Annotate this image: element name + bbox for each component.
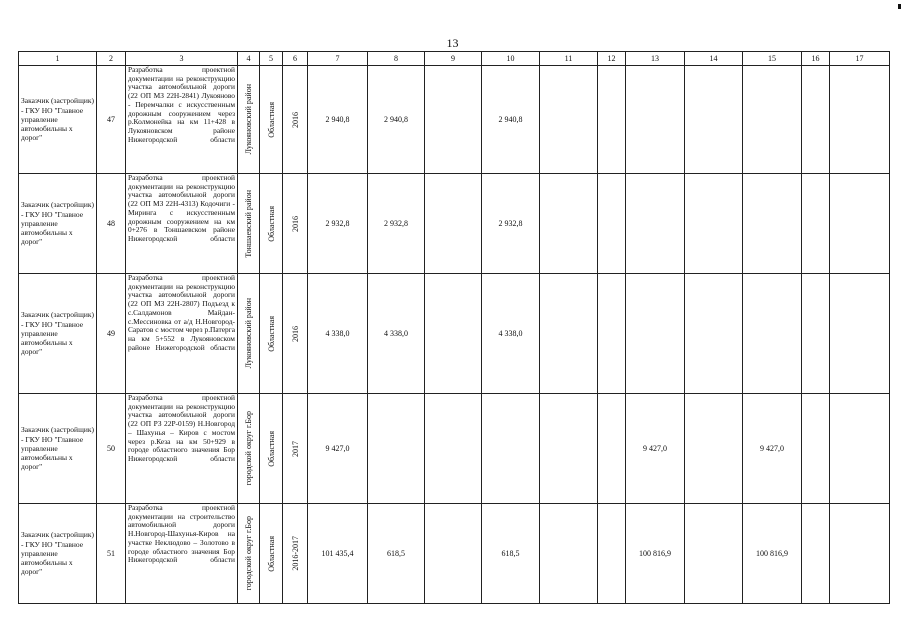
description-cell: Разработка проектной документации на строительство автомобильной дороги Н.Новгород-Шахунья-Киров на участке Неклюдово – Золотово в городе областного значения Бор Нижегородской области	[126, 504, 238, 604]
description-cell: Разработка проектной документации на реконструкцию участка автомобильной дороги (22 ОП МЗ 22Н-2841) Лукояново - Перемчалки с искусственным дорожным сооружением через р.Колмонейка на км 11+428 в Лукояновском районе Нижегородской области	[126, 66, 238, 174]
budget-cell	[260, 66, 283, 174]
column-header: 1	[19, 52, 97, 66]
budget-label: Областная	[266, 101, 276, 138]
column-header: 14	[685, 52, 743, 66]
value-cell	[743, 66, 802, 174]
value-cell	[685, 394, 743, 504]
description-cell: Разработка проектной документации на реконструкцию участка автомобильной дороги (22 ОП МЗ 22Н-2807) Подъезд к с.Салдамонов Майдан-с.Мессиновка от а/д Н.Новгород-Саратов с мостом через р.Патерга на км 5+552 в Лукояновском районе Нижегородской области	[126, 274, 238, 394]
column-header: 7	[308, 52, 368, 66]
budget-label: Областная	[266, 205, 276, 242]
years-label: 2016-2017	[290, 536, 300, 571]
value-cell: 2 940,8	[308, 66, 368, 174]
budget-label: Областная	[266, 430, 276, 467]
value-cell	[598, 274, 626, 394]
years-label: 2016	[290, 215, 300, 232]
value-cell	[685, 274, 743, 394]
district-cell	[238, 394, 260, 504]
value-cell	[368, 394, 425, 504]
column-header: 3	[126, 52, 238, 66]
budget-label: Областная	[266, 535, 276, 572]
table-row	[19, 66, 890, 174]
value-cell	[540, 66, 598, 174]
value-cell	[598, 174, 626, 274]
customer-cell: Заказчик (застройщик) - ГКУ НО "Главное управление автомобильны х дорог"	[19, 274, 97, 394]
value-cell: 2 932,8	[368, 174, 425, 274]
years-cell	[283, 394, 308, 504]
value-cell	[425, 274, 482, 394]
district-cell	[238, 274, 260, 394]
page-number: 13	[446, 36, 459, 50]
budget-label: Областная	[266, 315, 276, 352]
value-cell	[685, 174, 743, 274]
column-header: 8	[368, 52, 425, 66]
district-cell	[238, 504, 260, 604]
budget-table	[18, 51, 890, 604]
column-header: 12	[598, 52, 626, 66]
years-cell	[283, 504, 308, 604]
table-row	[19, 504, 890, 604]
value-cell	[830, 274, 890, 394]
years-label: 2017	[290, 440, 300, 457]
budget-cell	[260, 274, 283, 394]
value-cell: 2 932,8	[308, 174, 368, 274]
column-header: 6	[283, 52, 308, 66]
district-label: Лукояновский район	[244, 298, 253, 369]
value-cell: 4 338,0	[368, 274, 425, 394]
row-number: 49	[97, 274, 126, 394]
column-header: 13	[626, 52, 685, 66]
value-cell	[482, 394, 540, 504]
value-cell: 618,5	[368, 504, 425, 604]
description-cell: Разработка проектной документации на реконструкцию участка автомобильной дороги (22 ОП РЗ 22Р-0159) Н.Новгород – Шахунья – Киров с мостом через р.Кеза на км 50+929 в городе областного значения Бор Нижегородской области	[126, 394, 238, 504]
column-header: 2	[97, 52, 126, 66]
value-cell	[626, 174, 685, 274]
budget-cell	[260, 174, 283, 274]
value-cell	[540, 274, 598, 394]
value-cell: 2 940,8	[482, 66, 540, 174]
value-cell: 100 816,9	[626, 504, 685, 604]
row-number: 48	[97, 174, 126, 274]
district-label: Тоншаевский район	[244, 189, 253, 258]
value-cell	[598, 66, 626, 174]
value-cell: 2 932,8	[482, 174, 540, 274]
years-cell	[283, 174, 308, 274]
value-cell	[830, 394, 890, 504]
value-cell	[830, 504, 890, 604]
budget-cell	[260, 394, 283, 504]
years-cell	[283, 66, 308, 174]
value-cell	[626, 66, 685, 174]
value-cell	[830, 174, 890, 274]
value-cell: 9 427,0	[743, 394, 802, 504]
customer-cell: Заказчик (застройщик) - ГКУ НО "Главное управление автомобильны х дорог"	[19, 394, 97, 504]
value-cell	[598, 394, 626, 504]
table-row	[19, 274, 890, 394]
value-cell	[802, 174, 830, 274]
column-header: 17	[830, 52, 890, 66]
value-cell	[802, 274, 830, 394]
column-header: 10	[482, 52, 540, 66]
value-cell	[626, 274, 685, 394]
value-cell	[830, 66, 890, 174]
value-cell	[685, 504, 743, 604]
column-header: 4	[238, 52, 260, 66]
district-label: Лукояновский район	[244, 84, 253, 155]
value-cell: 9 427,0	[308, 394, 368, 504]
value-cell	[425, 504, 482, 604]
value-cell	[802, 394, 830, 504]
customer-cell: Заказчик (застройщик) - ГКУ НО "Главное управление автомобильны х дорог"	[19, 174, 97, 274]
district-label: городской округ г.Бор	[244, 411, 253, 486]
customer-cell: Заказчик (застройщик) - ГКУ НО "Главное управление автомобильны х дорог"	[19, 66, 97, 174]
column-header: 16	[802, 52, 830, 66]
column-header: 9	[425, 52, 482, 66]
years-cell	[283, 274, 308, 394]
scan-mark	[898, 4, 901, 9]
value-cell	[425, 174, 482, 274]
value-cell	[540, 504, 598, 604]
value-cell	[743, 274, 802, 394]
district-cell	[238, 66, 260, 174]
table-row	[19, 174, 890, 274]
description-cell: Разработка проектной документации на реконструкцию участка автомобильной дороги (22 ОП МЗ 22Н-4313) Кодочиги - Миринга с искусственным дорожным сооружением на км 0+276 в Тоншаевском районе Нижегородской области	[126, 174, 238, 274]
value-cell: 100 816,9	[743, 504, 802, 604]
district-label: городской округ г.Бор	[244, 516, 253, 591]
column-header: 15	[743, 52, 802, 66]
column-header: 5	[260, 52, 283, 66]
row-number: 51	[97, 504, 126, 604]
row-number: 50	[97, 394, 126, 504]
value-cell: 9 427,0	[626, 394, 685, 504]
value-cell	[540, 394, 598, 504]
row-number: 47	[97, 66, 126, 174]
value-cell	[802, 504, 830, 604]
district-cell	[238, 174, 260, 274]
budget-cell	[260, 504, 283, 604]
table-row	[19, 394, 890, 504]
value-cell: 4 338,0	[482, 274, 540, 394]
column-header: 11	[540, 52, 598, 66]
value-cell	[802, 66, 830, 174]
value-cell: 2 940,8	[368, 66, 425, 174]
value-cell	[598, 504, 626, 604]
value-cell: 618,5	[482, 504, 540, 604]
value-cell	[425, 394, 482, 504]
value-cell: 4 338,0	[308, 274, 368, 394]
value-cell	[425, 66, 482, 174]
value-cell	[743, 174, 802, 274]
customer-cell: Заказчик (застройщик) - ГКУ НО "Главное управление автомобильны х дорог"	[19, 504, 97, 604]
header-row	[19, 52, 890, 66]
years-label: 2016	[290, 111, 300, 128]
value-cell	[540, 174, 598, 274]
value-cell	[685, 66, 743, 174]
years-label: 2016	[290, 325, 300, 342]
value-cell: 101 435,4	[308, 504, 368, 604]
